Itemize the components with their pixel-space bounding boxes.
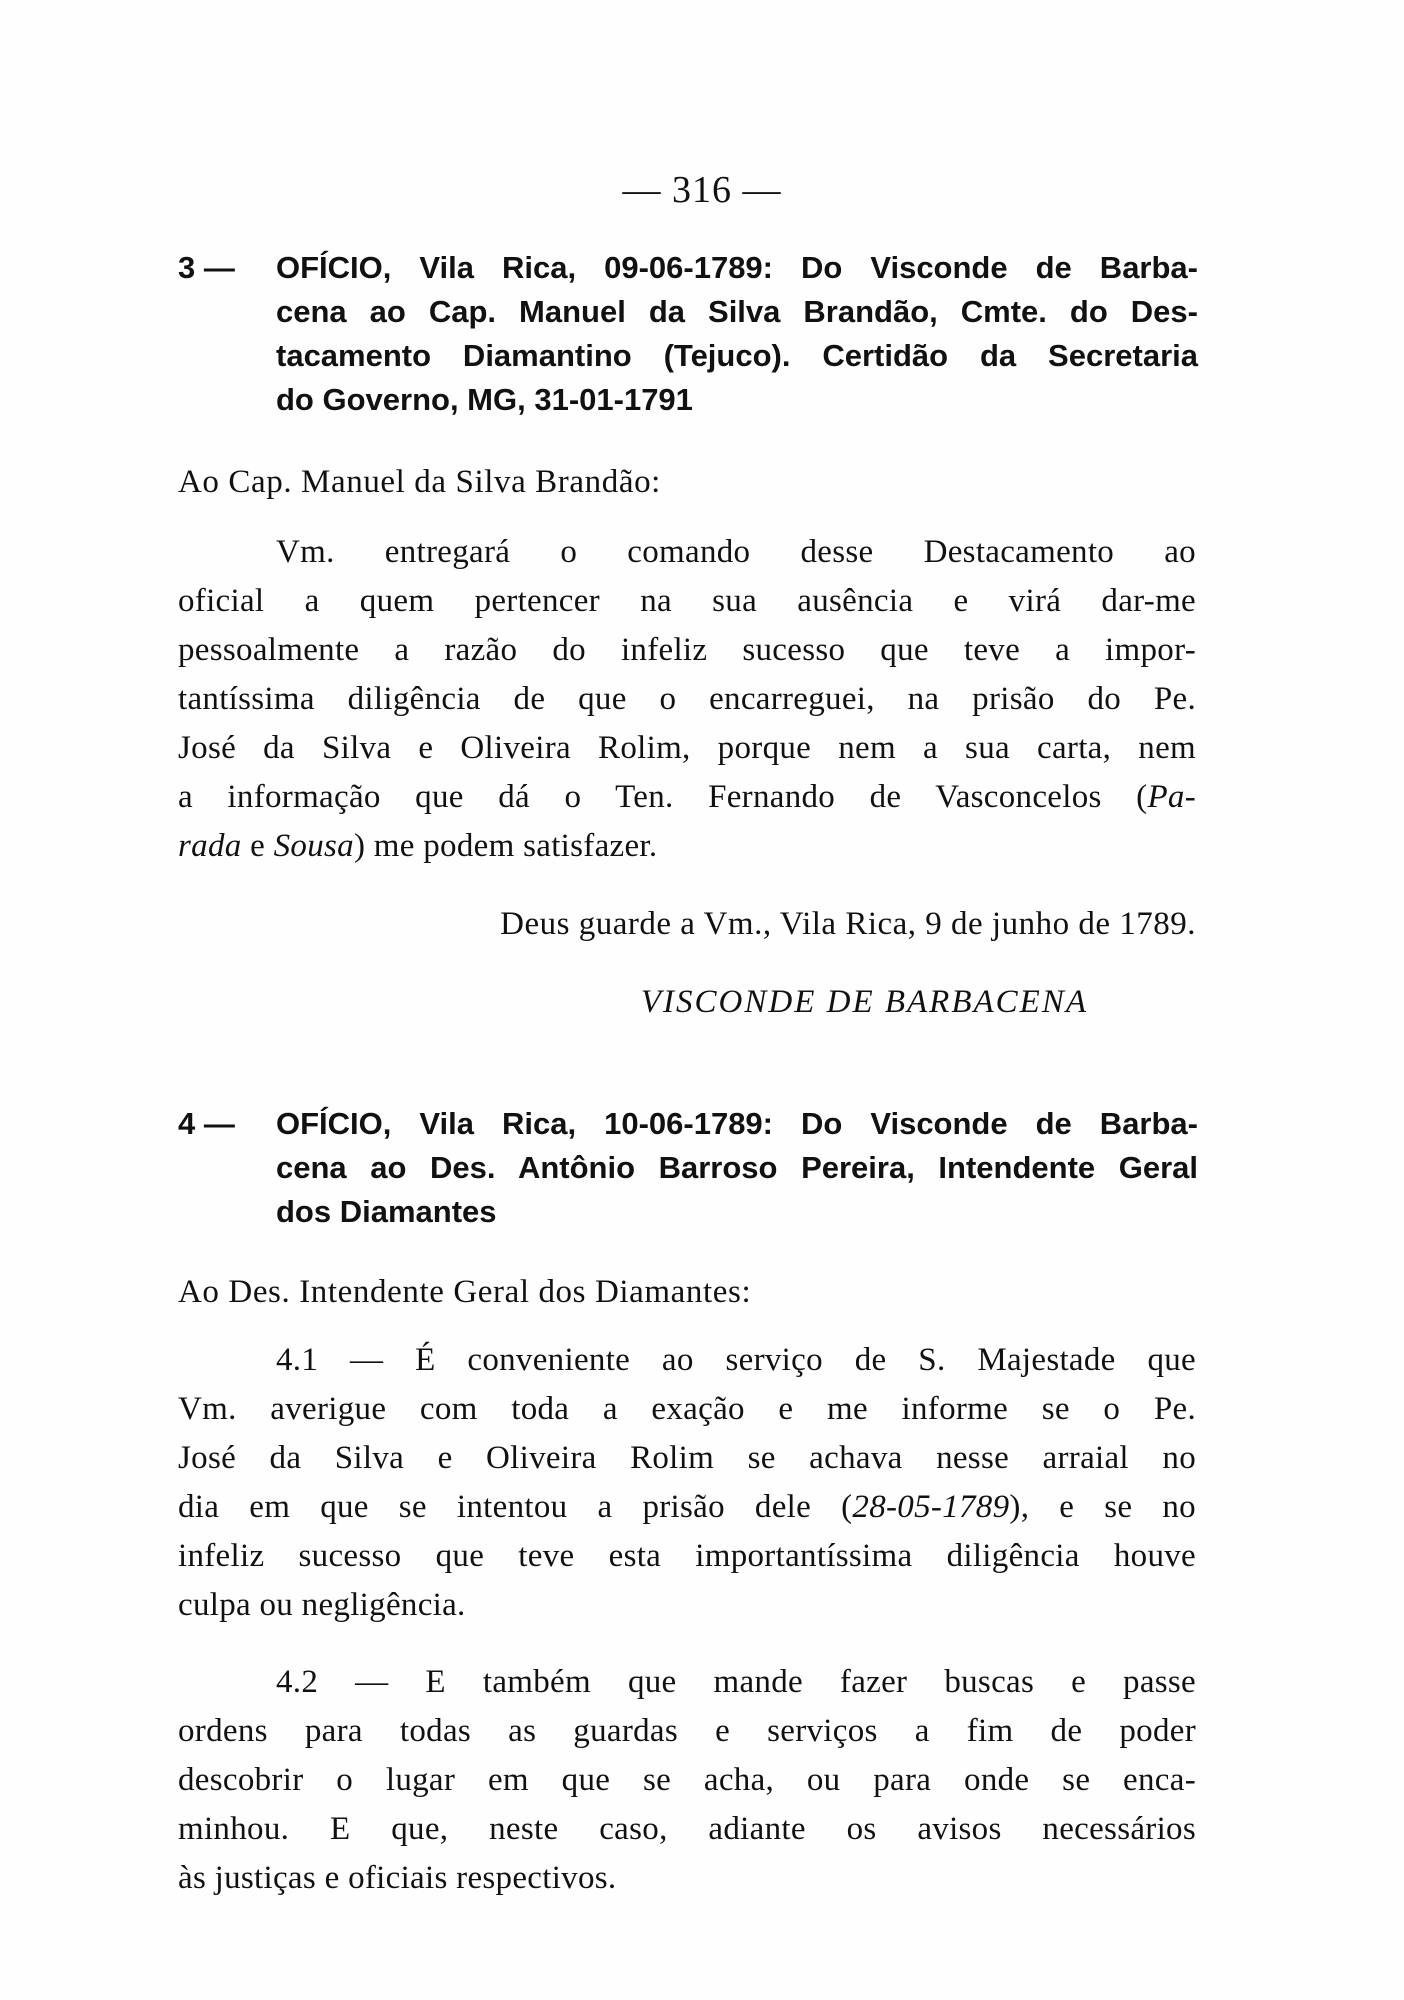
body-line: ordens para todas as guardas e serviços a fim de poder <box>178 1713 1196 1749</box>
page-number: — 316 — <box>622 169 782 211</box>
body-line: dia em que se intentou a prisão dele (28-05-1789), e se no <box>178 1489 1196 1525</box>
heading-line: cena ao Cap. Manuel da Silva Brandão, Cmte. do Des- <box>276 294 1198 329</box>
body-line: a informação que dá o Ten. Fernando de Vasconcelos (Pa- <box>178 779 1196 815</box>
document-4-paragraph-4-2 <box>178 1658 1196 1903</box>
document-3-heading <box>178 246 1198 422</box>
document-4-number: 4 — <box>178 1106 235 1141</box>
document-3-signature <box>178 984 1196 1021</box>
heading-line: tacamento Diamantino (Tejuco). Certidão da Secretaria <box>276 338 1198 373</box>
heading-line: cena ao Des. Antônio Barroso Pereira, Intendente Geral <box>276 1150 1198 1185</box>
body-line: José da Silva e Oliveira Rolim se achava nesse arraial no <box>178 1440 1196 1476</box>
document-4-paragraph-4-1 <box>178 1336 1196 1630</box>
body-line: Vm. averigue com toda a exação e me informe se o Pe. <box>178 1391 1196 1427</box>
body-line: pessoalmente a razão do infeliz sucesso que teve a impor- <box>178 632 1196 668</box>
heading-line: do Governo, MG, 31-01-1791 <box>276 382 693 417</box>
body-line: culpa ou negligência. <box>178 1587 466 1623</box>
heading-line: OFÍCIO, Vila Rica, 09-06-1789: Do Visconde de Barba- <box>276 250 1198 285</box>
body-line: José da Silva e Oliveira Rolim, porque nem a sua carta, nem <box>178 730 1196 766</box>
signature-text: VISCONDE DE BARBACENA <box>640 984 1088 1020</box>
document-4-heading <box>178 1102 1198 1234</box>
body-line: 4.2 — E também que mande fazer buscas e passe <box>276 1664 1196 1700</box>
document-3-number: 3 — <box>178 250 235 285</box>
body-line: tantíssima diligência de que o encarreguei, na prisão do Pe. <box>178 681 1196 717</box>
body-line: infeliz sucesso que teve esta importantíssima diligência houve <box>178 1538 1196 1574</box>
body-line: rada e Sousa) me podem satisfazer. <box>178 828 658 864</box>
body-line: às justiças e oficiais respectivos. <box>178 1860 617 1896</box>
body-line: minhou. E que, neste caso, adiante os avisos necessários <box>178 1811 1196 1847</box>
body-line: oficial a quem pertencer na sua ausência e virá dar-me <box>178 583 1196 619</box>
document-3-closing: Deus guarde a Vm., Vila Rica, 9 de junho de 1789. <box>500 906 1196 942</box>
body-line: Vm. entregará o comando desse Destacamento ao <box>276 534 1196 570</box>
heading-line: dos Diamantes <box>276 1194 497 1229</box>
body-line: 4.1 — É conveniente ao serviço de S. Majestade que <box>276 1342 1196 1378</box>
body-line: descobrir o lugar em que se acha, ou para onde se enca- <box>178 1762 1196 1798</box>
document-3-body <box>178 528 1196 871</box>
document-3-salutation: Ao Cap. Manuel da Silva Brandão: <box>178 464 661 500</box>
document-4-salutation: Ao Des. Intendente Geral dos Diamantes: <box>178 1274 752 1310</box>
heading-line: OFÍCIO, Vila Rica, 10-06-1789: Do Visconde de Barba- <box>276 1106 1198 1141</box>
